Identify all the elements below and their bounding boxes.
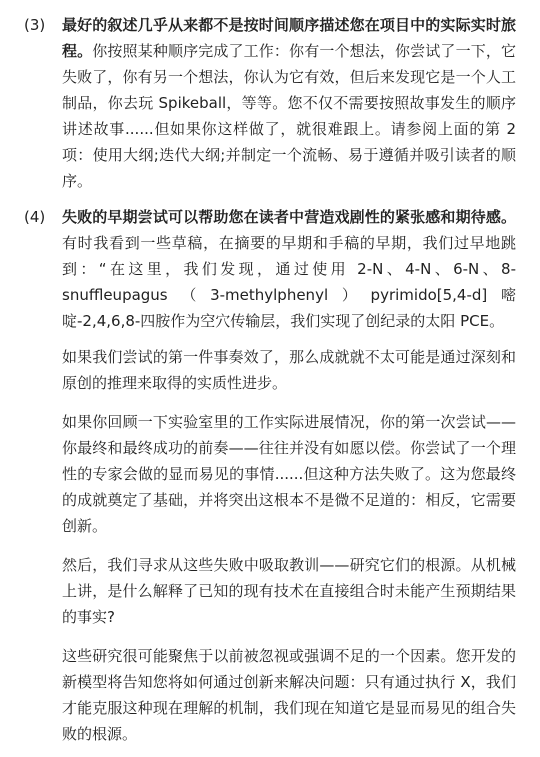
item-text: 有时我看到一些草稿，在摘要的早期和手稿的早期，我们过早地跳到：“在这里，我们发现，通过使用 2-N、4-N、6-N、8-snuffleupagus（3-methylphenyl）pyrimido[5,4-d]嘧啶-2,4,6,8-四胺作为空穴传输层，我们实现了创纪录的太阳 PCE。 (62, 234, 516, 330)
item-lead-sentence: 最好的叙述几乎从来都不是按时间顺序描述您在项目中的实际实时旅程。 (62, 16, 516, 60)
list-item-3 (24, 12, 516, 194)
item-text: 你按照某种顺序完成了工作：你有一个想法，你尝试了一下，它失败了，你有另一个想法，你认为它有效，但后来发现它是一个人工制品，你去玩 Spikeball，等等。您不仅不需要按照故事发生的顺序讲述故事......但如果你这样做了，就很难跟上。请参阅上面的第 2 项：使用大纲;迭代大纲;并制定一个流畅、易于遵循并吸引读者的顺序。 (62, 42, 516, 190)
paragraph: 如果我们尝试的第一件事奏效了，那么成就就不太可能是通过深刻和原创的推理来取得的实质性进步。 (62, 348, 516, 392)
item-lead-sentence: 失败的早期尝试可以帮助您在读者中营造戏剧性的紧张感和期待感。 (62, 208, 516, 226)
item-number: (4) (24, 208, 46, 226)
paragraph: 如果你回顾一下实验室里的工作实际进展情况，你的第一次尝试——你最终和最终成功的前奏——往往并没有如愿以偿。你尝试了一个理性的专家会做的显而易见的事情......但这种方法失败了。这为您最终的成就奠定了基础，并将突出这根本不是微不足道的：相反，它需要创新。 (62, 413, 516, 535)
item-body (62, 12, 516, 194)
list-item-4 (24, 204, 516, 334)
item-number: (3) (24, 16, 46, 34)
paragraph: 这些研究很可能聚焦于以前被忽视或强调不足的一个因素。您开发的新模型将告知您将如何通过创新来解决问题：只有通过执行 X，我们才能克服这种现在理解的机制，我们现在知道它是显而易见的组合失败的根源。 (62, 647, 516, 743)
paragraph: 然后，我们寻求从这些失败中吸取教训——研究它们的根源。从机械上讲，是什么解释了已知的现有技术在直接组合时未能产生预期结果的事实? (62, 556, 516, 626)
item-body (62, 204, 516, 334)
